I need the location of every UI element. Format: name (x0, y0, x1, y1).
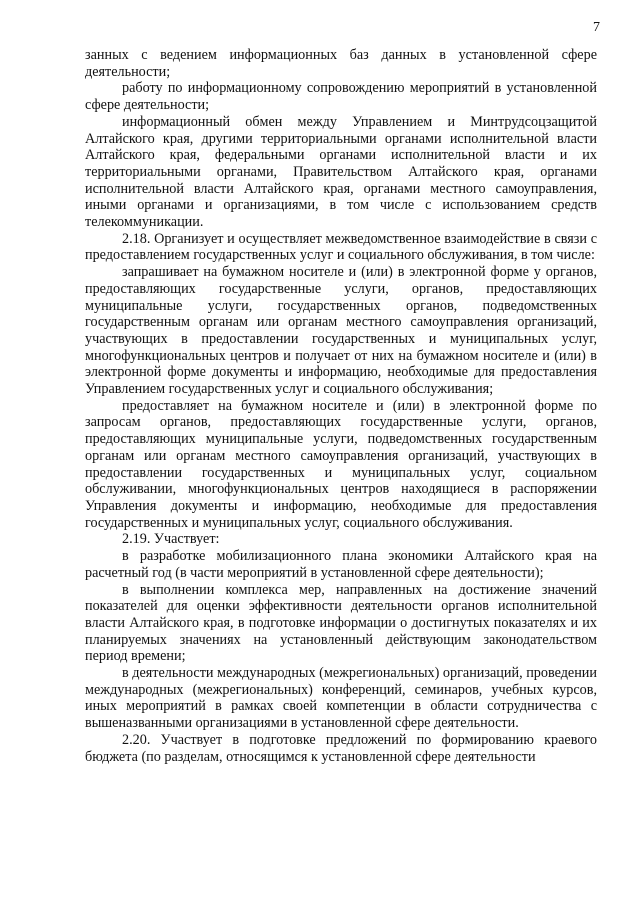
paragraph: в выполнении комплекса мер, направленных на достижение значений показателей для оценки эффективности деятельности органов исполнительной власти Алтайского края, в подготовке информации о достигнутых показателях и их планируемых значениях на установленный действующим законодательством период времени; (85, 581, 597, 665)
paragraph: предоставляет на бумажном носителе и (или) в электронной форме по запросам органов, предоставляющих государственные услуги, органов, предоставляющих муниципальные услуги, подведомственных государственным органам или органам местного самоуправления организаций, участвующих в предоставлении государственных и муниципальных услуг, социальном обслуживании, многофункциональных центров находящиеся в распоряжении Управления документы и информацию, необходимые для предоставления государственных и муниципальных услуг, социального обслуживания. (85, 397, 597, 531)
paragraph: информационный обмен между Управлением и Минтрудсоцзащитой Алтайского края, другими территориальными органами исполнительной власти Алтайского края, федеральными органами исполнительной власти и их территориальными органами, Правительством Алтайского края, органами исполнительной власти Алтайского края, органами местного самоуправления, иными органами и организациями, в том числе с использованием средств телекоммуникации. (85, 113, 597, 231)
paragraph: в разработке мобилизационного плана экономики Алтайского края на расчетный год (в части мероприятий в установленной сфере деятельности); (85, 548, 597, 581)
page-number: 7 (593, 20, 600, 35)
document-body (85, 47, 597, 765)
paragraph: 2.20. Участвует в подготовке предложений по формированию краевого бюджета (по разделам, относящимся к установленной сфере деятельности (85, 731, 597, 765)
paragraph: в деятельности международных (межрегиональных) организаций, проведении международных (межрегиональных) конференций, семинаров, учебных курсов, иных мероприятий в рамках своей компетенции в области сотрудничества с вышеназванными организациями в установленной сфере деятельности. (85, 665, 597, 732)
paragraph: запрашивает на бумажном носителе и (или) в электронной форме у органов, предоставляющих государственные услуги, органов, предоставляющих муниципальные услуги, государственных органов, подведомственных государственным органам или органам местного самоуправления организаций, участвующих в предоставлении государственных и муниципальных услуг, многофункциональных центров и получает от них на бумажном носителе и (или) в электронной форме документы и информацию, необходимые для предоставления Управлением государственных услуг и социального обслуживания; (85, 264, 597, 398)
paragraph: работу по информационному сопровождению мероприятий в установленной сфере деятельности; (85, 80, 597, 114)
paragraph: 2.18. Организует и осуществляет межведомственное взаимодействие в связи с предоставлением государственных услуг и социального обслуживания, в том числе: (85, 230, 597, 264)
paragraph: занных с ведением информационных баз данных в установленной сфере деятельности; (85, 47, 597, 80)
paragraph: 2.19. Участвует: (122, 531, 220, 548)
